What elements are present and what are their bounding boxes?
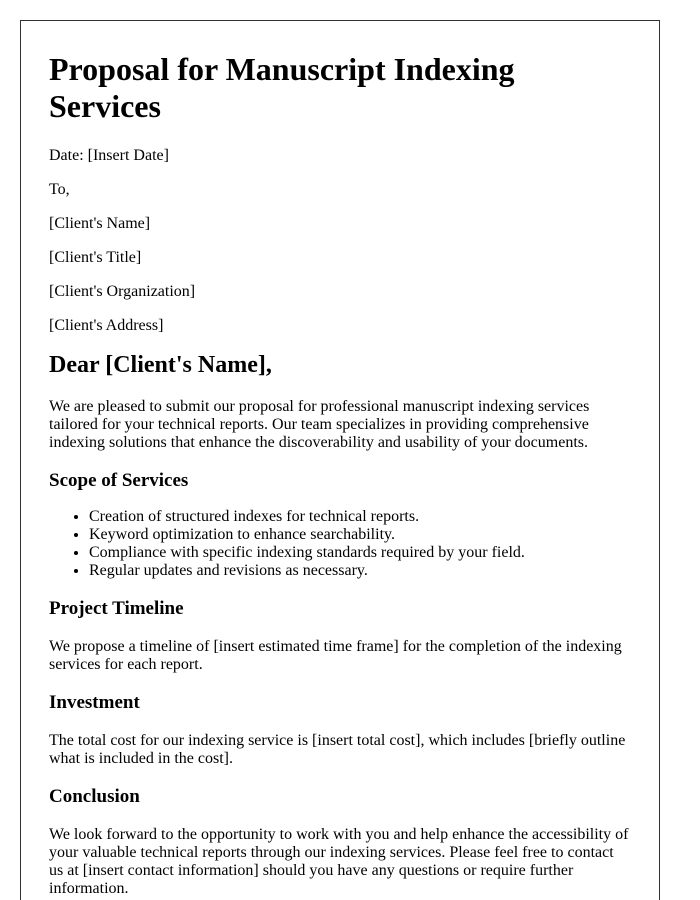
scope-heading: Scope of Services bbox=[49, 470, 189, 491]
list-item: • Keyword optimization to enhance searchability. bbox=[89, 526, 631, 544]
client-address: [Client's Address] bbox=[49, 317, 164, 334]
scope-list bbox=[49, 508, 631, 580]
conclusion-heading: Conclusion bbox=[49, 786, 140, 807]
timeline-heading: Project Timeline bbox=[49, 598, 184, 619]
to-line: To, bbox=[49, 181, 70, 198]
client-name: [Client's Name] bbox=[49, 215, 151, 232]
timeline-paragraph: We propose a timeline of [insert estimated time frame] for the completion of the indexing services for each report. bbox=[49, 638, 622, 673]
intro-paragraph: We are pleased to submit our proposal for professional manuscript indexing services tailored for your technical reports. Our team specializes in providing comprehensive indexing solutions that enhance the discoverability and usability of your documents. bbox=[49, 398, 590, 451]
investment-paragraph: The total cost for our indexing service is [insert total cost], which includes [briefly outline what is included in the cost]. bbox=[49, 732, 626, 767]
client-organization: [Client's Organization] bbox=[49, 283, 196, 300]
list-item: • Creation of structured indexes for technical reports. bbox=[89, 508, 631, 526]
investment-heading: Investment bbox=[49, 692, 140, 713]
conclusion-paragraph: We look forward to the opportunity to work with you and help enhance the accessibility of your valuable technical reports through our indexing services. Please feel free to contact us at [insert contact information] should you have any questions or require further information. bbox=[49, 826, 629, 897]
client-title: [Client's Title] bbox=[49, 249, 142, 266]
page-title: Proposal for Manuscript Indexing Services bbox=[49, 51, 515, 124]
salutation: Dear [Client's Name], bbox=[49, 352, 272, 378]
date-line: Date: [Insert Date] bbox=[49, 147, 169, 164]
letter-page bbox=[20, 20, 660, 900]
list-item: • Compliance with specific indexing standards required by your field. bbox=[89, 544, 631, 562]
list-item: • Regular updates and revisions as necessary. bbox=[89, 562, 631, 580]
